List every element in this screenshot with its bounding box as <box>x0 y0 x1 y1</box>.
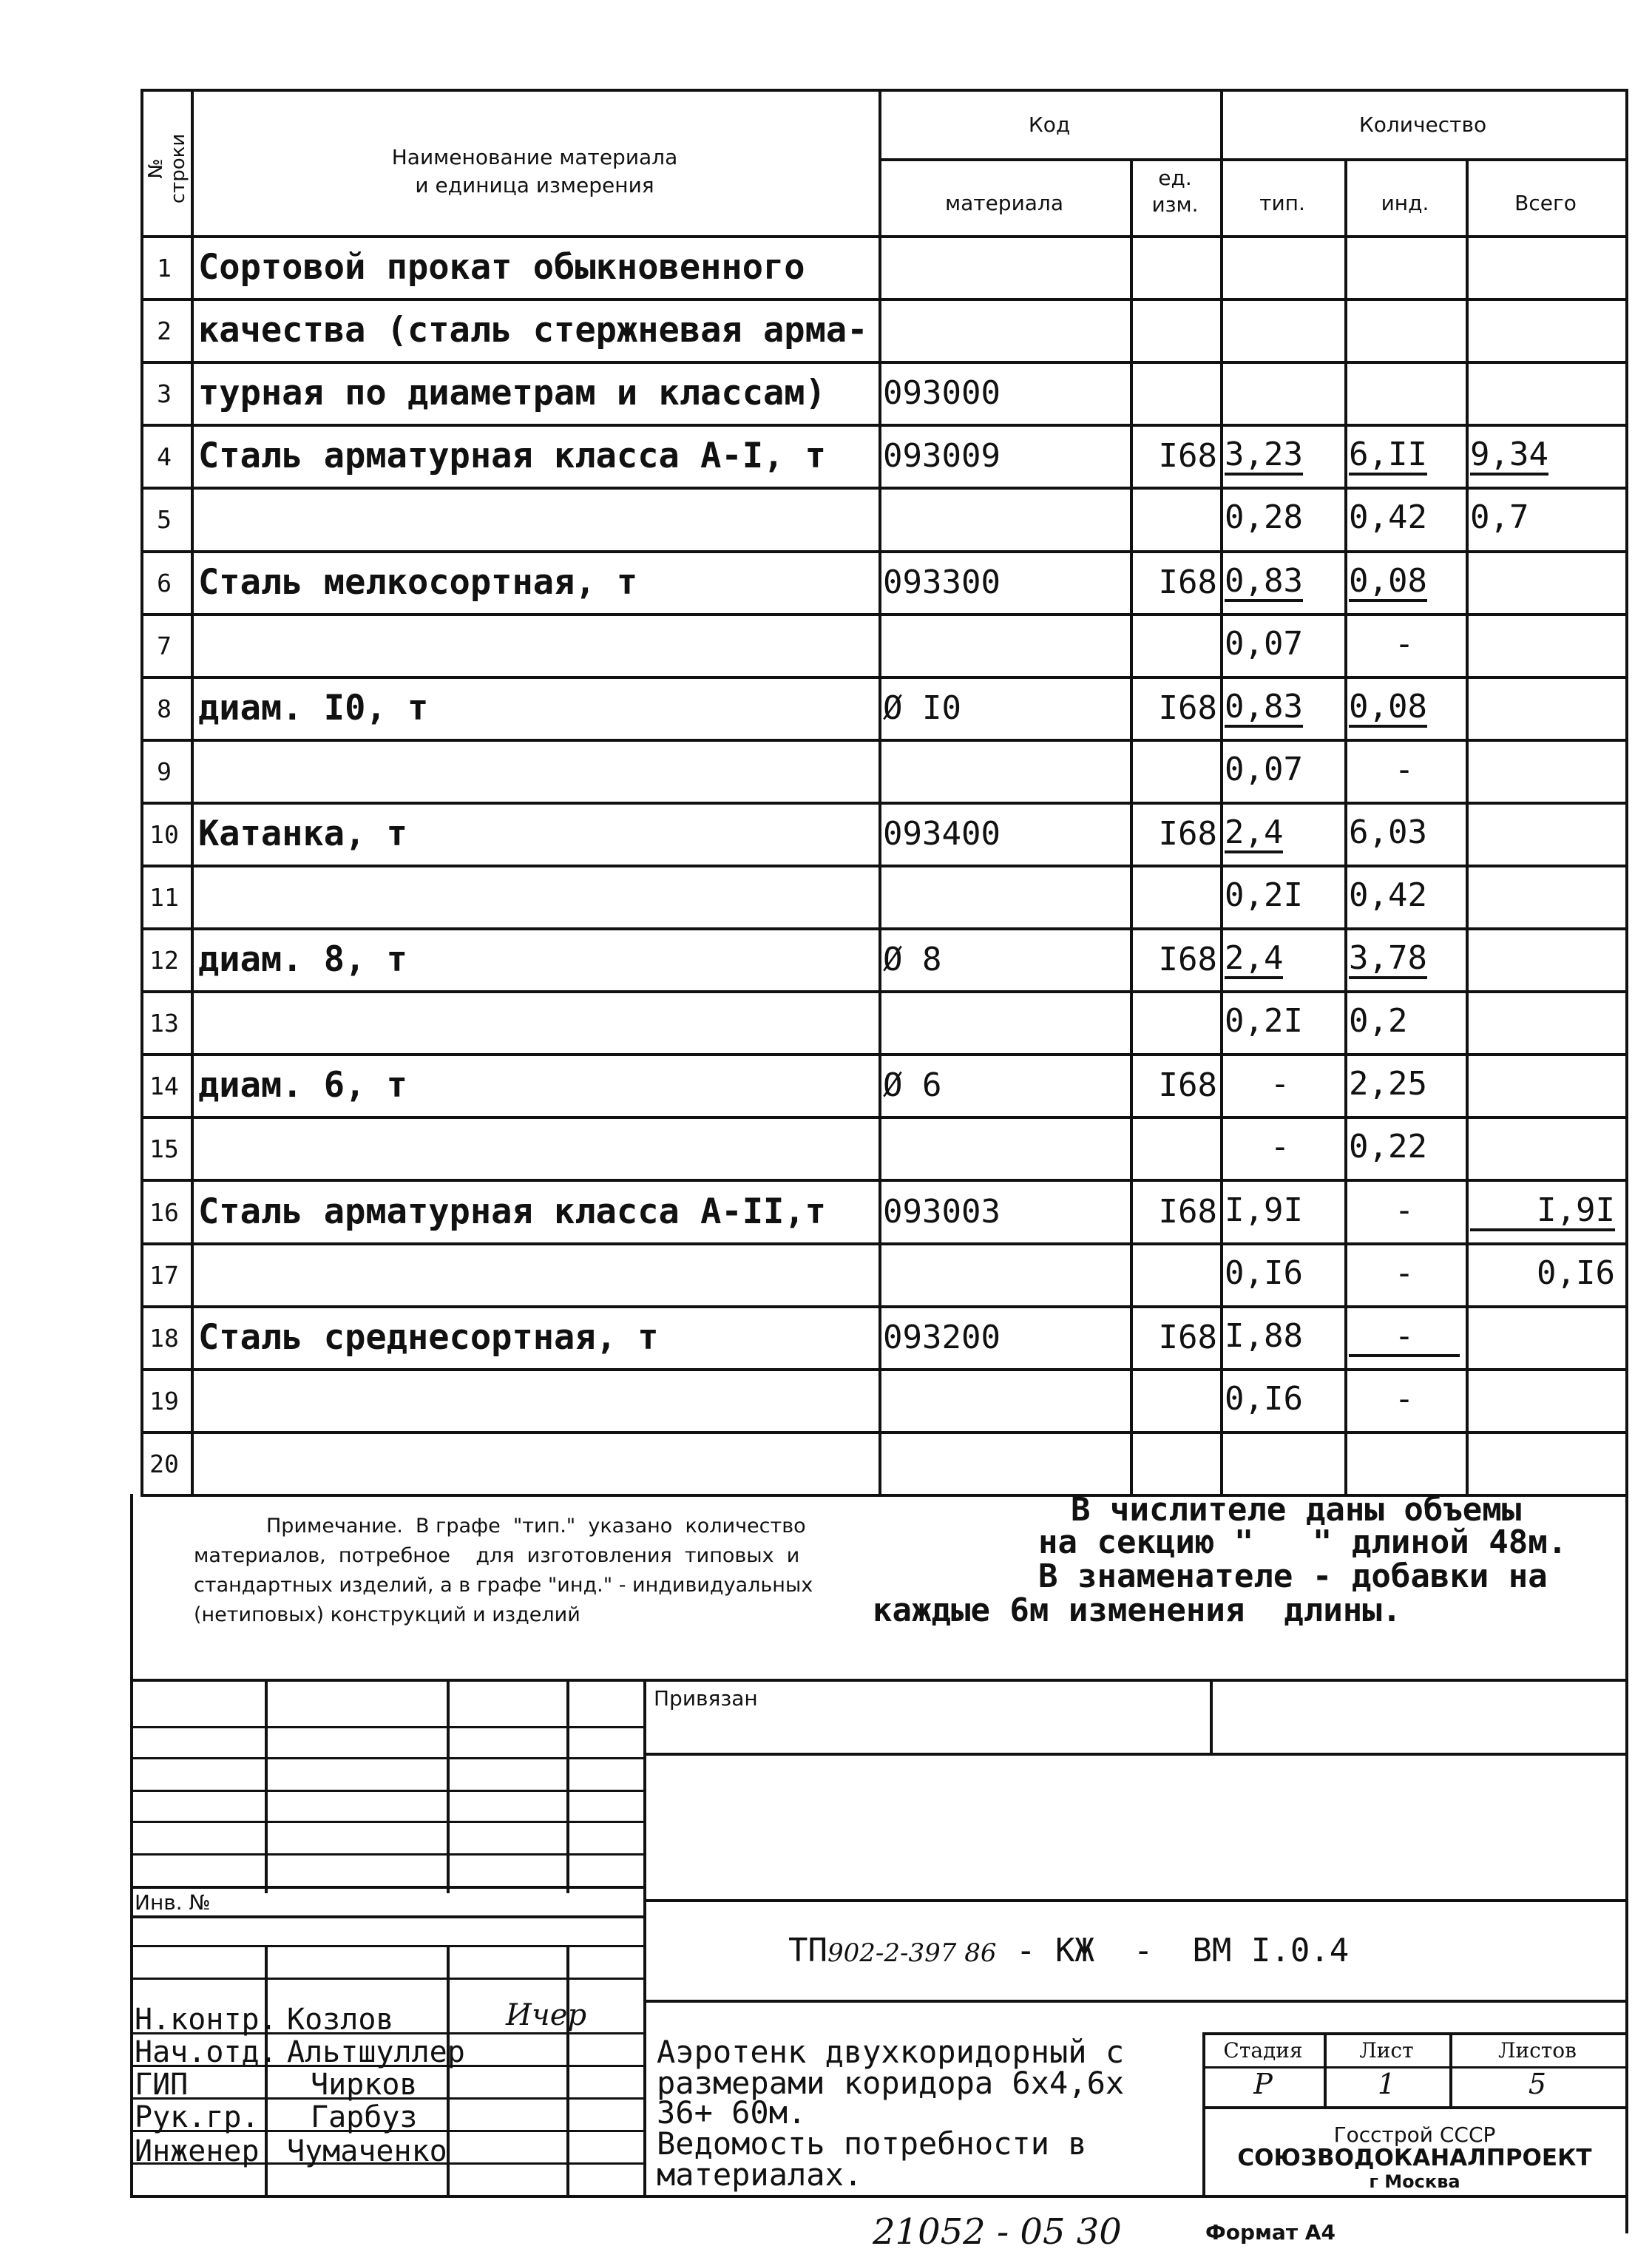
cell-ind: 6,03 <box>1349 813 1427 851</box>
cell-n: 2 <box>157 317 172 345</box>
cell-typ: 0,2I <box>1225 1002 1303 1040</box>
note-typed-line1: В числителе даны объемы <box>1071 1491 1522 1529</box>
header-total: Всего <box>1514 191 1577 215</box>
header-unit-line1: ед. <box>1158 166 1192 190</box>
cell-code: 093400 <box>883 815 1001 853</box>
stamp-bound-label: Привязан <box>654 1686 758 1711</box>
stamp-line-a4 <box>130 1821 643 1823</box>
stamp-sheet-label: Лист <box>1359 2038 1414 2063</box>
cell-total: 0,I6 <box>1537 1254 1615 1292</box>
note-line4: (нетиповых) конструкций и изделий <box>194 1603 580 1626</box>
stamp-title-line4: Ведомость потребности в <box>657 2125 1087 2162</box>
cell-n: 1 <box>157 254 172 283</box>
cell-ind: 0,08 <box>1349 565 1427 602</box>
cell-n: 7 <box>157 632 172 660</box>
cell-typ: 0,83 <box>1225 565 1303 602</box>
stamp-chief-handwritten: Ичер <box>506 1998 587 2032</box>
stamp-sheet-value: 1 <box>1377 2068 1396 2100</box>
cell-n: 13 <box>149 1009 179 1038</box>
stamp-inventory-label: Инв. № <box>135 1890 211 1915</box>
stamp-code-suffix: - КЖ - ВМ I.0.4 <box>996 1932 1350 1969</box>
cell-unit: I68 <box>1158 1319 1217 1356</box>
stamp-bottom-border <box>130 2195 1627 2198</box>
stamp-title-line3: 36+ 60м. <box>657 2094 807 2131</box>
cell-n: 11 <box>149 883 179 912</box>
table-right-border <box>1625 89 1628 2233</box>
stamp-divider-col3b <box>566 1945 569 2195</box>
cell-name: качества (сталь стержневая арма- <box>198 310 868 351</box>
cell-ind: 2,25 <box>1349 1065 1427 1103</box>
cell-unit: I68 <box>1158 815 1217 853</box>
row-divider <box>141 424 1627 427</box>
cell-ind: 3,78 <box>1349 942 1427 979</box>
cell-total: 0,7 <box>1470 498 1529 536</box>
cell-n: 12 <box>149 946 179 975</box>
signer-name: Альтшуллер <box>287 2035 465 2069</box>
cell-ind: - <box>1394 1254 1415 1292</box>
row-divider <box>141 1242 1627 1245</box>
signer-name: Чирков <box>311 2068 418 2102</box>
row-divider <box>141 1368 1627 1371</box>
stamp-divider-main <box>643 1679 646 2195</box>
signer-role: Нач.отд. <box>135 2035 277 2069</box>
note-typed-line4: каждые 6м изменения длины. <box>873 1591 1402 1629</box>
cell-n: 5 <box>157 505 172 534</box>
row-divider <box>141 361 1627 364</box>
stamp-line-stage-top <box>1202 2032 1627 2035</box>
stamp-divider-col1b <box>265 1945 268 2195</box>
table-top-border <box>141 89 1627 92</box>
row-divider <box>141 739 1627 742</box>
signer-name: Чумаченко <box>287 2134 447 2168</box>
cell-name: Сталь арматурная класса А-I, т <box>198 436 826 476</box>
cell-ind: - <box>1349 1320 1460 1357</box>
cell-typ: - <box>1270 1065 1290 1103</box>
cell-unit: I68 <box>1158 437 1217 475</box>
row-divider <box>141 1431 1627 1434</box>
stamp-line-inv-top <box>130 1886 643 1889</box>
cell-unit: I68 <box>1158 1066 1217 1104</box>
cell-ind: 6,II <box>1349 439 1427 476</box>
cell-n: 15 <box>149 1134 179 1163</box>
stamp-line-a1 <box>130 1726 643 1728</box>
cell-ind: - <box>1394 1380 1415 1418</box>
stamp-line-a3 <box>130 1790 643 1792</box>
cell-n: 8 <box>157 694 172 723</box>
stamp-line-bound-bottom <box>643 1753 1627 1756</box>
cell-n: 19 <box>149 1387 179 1415</box>
header-row-number: № строки <box>145 133 189 204</box>
header-quantity: Количество <box>1358 112 1487 137</box>
cell-total: 9,34 <box>1470 439 1548 476</box>
stamp-stage-label: Стадия <box>1223 2038 1303 2063</box>
cell-code: 093200 <box>883 1319 1001 1356</box>
stamp-line-code-bottom <box>643 2000 1627 2003</box>
cell-ind: 0,42 <box>1349 498 1427 536</box>
stamp-title-line2: размерами коридора 6х4,6х <box>657 2065 1125 2101</box>
row-divider <box>141 676 1627 679</box>
cell-typ: 0,28 <box>1225 498 1303 536</box>
row-divider <box>141 802 1627 805</box>
row-divider <box>141 613 1627 616</box>
cell-ind: - <box>1394 625 1415 663</box>
stamp-org-line1: Госстрой СССР <box>1333 2122 1496 2147</box>
stamp-stage-value: Р <box>1253 2068 1273 2100</box>
cell-ind: - <box>1394 1191 1415 1229</box>
cell-name: диам. 8, т <box>198 939 407 980</box>
header-bottom-line <box>141 235 1627 238</box>
footer-archive-number: 21052 - 05 30 <box>873 2211 1122 2253</box>
cell-n: 18 <box>149 1324 179 1353</box>
cell-name: Катанка, т <box>198 813 407 854</box>
header-unit-line2: изм. <box>1151 192 1199 217</box>
signer-name: Гарбуз <box>311 2100 418 2134</box>
signer-role: ГИП <box>135 2068 189 2102</box>
cell-name: Сортовой прокат обыкновенного <box>198 247 805 288</box>
cell-typ: 2,4 <box>1225 942 1283 979</box>
header-ind: инд. <box>1381 191 1429 215</box>
stamp-left-border <box>130 1679 133 2196</box>
signer-role: Инженер <box>135 2134 260 2168</box>
stamp-code-handwritten: 902-2-397 86 <box>827 1938 997 1968</box>
cell-typ: 0,83 <box>1225 691 1303 728</box>
stamp-org-line2: СОЮЗВОДОКАНАЛПРОЕКТ <box>1237 2145 1592 2171</box>
cell-typ: 3,23 <box>1225 439 1303 476</box>
row-divider <box>141 1179 1627 1182</box>
row-divider <box>141 550 1627 553</box>
stamp-line-code-top <box>643 1899 1627 1902</box>
cell-n: 14 <box>149 1072 179 1100</box>
cell-n: 17 <box>149 1261 179 1290</box>
note-typed-line2: на секцию " " длиной 48м. <box>1038 1523 1568 1561</box>
cell-typ: 2,4 <box>1225 816 1283 853</box>
cell-code: 093009 <box>883 437 1001 475</box>
stamp-line-stage-bottom <box>1202 2106 1627 2109</box>
cell-n: 20 <box>149 1450 179 1478</box>
cell-ind: 0,42 <box>1349 876 1427 914</box>
cell-code: 093000 <box>883 374 1001 412</box>
stamp-line-inv-bottom <box>130 1915 643 1918</box>
cell-total: I,9I <box>1470 1194 1615 1231</box>
stamp-line-a5 <box>130 1853 643 1856</box>
cell-code: 093003 <box>883 1193 1001 1231</box>
cell-name: Сталь мелкосортная, т <box>198 562 638 603</box>
footer-format: Формат А4 <box>1205 2220 1336 2245</box>
cell-n: 4 <box>157 442 172 471</box>
cell-ind: 0,22 <box>1349 1128 1427 1166</box>
stamp-title-line5: материалах. <box>657 2157 863 2193</box>
stamp-divider-bound <box>1210 1679 1213 1753</box>
cell-ind: - <box>1394 751 1415 788</box>
header-name-line2: и единица измерения <box>415 173 654 197</box>
row-divider <box>141 1053 1627 1056</box>
cell-typ: 0,I6 <box>1225 1254 1303 1292</box>
stamp-sheets-label: Листов <box>1498 2038 1577 2063</box>
stamp-sheets-value: 5 <box>1528 2068 1547 2100</box>
cell-typ: 0,I6 <box>1225 1380 1303 1418</box>
cell-name: диам. 6, т <box>198 1065 407 1106</box>
row-divider <box>141 865 1627 867</box>
stamp-divider-col2 <box>447 1679 450 1893</box>
cell-typ: I,9I <box>1225 1191 1303 1229</box>
header-code: Код <box>1028 112 1071 137</box>
stamp-document-code <box>788 1932 1349 1969</box>
note-bottom-line <box>130 1679 1627 1682</box>
cell-unit: I68 <box>1158 689 1217 727</box>
stamp-title-line1: Аэротенк двухкоридорный с <box>657 2034 1125 2070</box>
cell-code: Ø I0 <box>883 689 961 727</box>
cell-name: Сталь арматурная класса А-II,т <box>198 1191 826 1232</box>
cell-unit: I68 <box>1158 941 1217 978</box>
header-material: материала <box>944 191 1063 215</box>
row-divider <box>141 990 1627 993</box>
cell-unit: I68 <box>1158 564 1217 601</box>
note-typed-line3: В знаменателе - добавки на <box>1038 1557 1548 1595</box>
cell-n: 10 <box>149 820 179 849</box>
cell-typ: 0,07 <box>1225 625 1303 663</box>
stamp-line-a2 <box>130 1757 643 1759</box>
signer-role: Н.контр. <box>135 2003 277 2037</box>
cell-name: Сталь среднесортная, т <box>198 1317 659 1358</box>
note-line3: стандартных изделий, а в графе "инд." - индивидуальных <box>194 1574 813 1597</box>
row-divider <box>141 1305 1627 1308</box>
row-divider <box>141 487 1627 490</box>
cell-name: турная по диаметрам и классам) <box>198 373 826 413</box>
stamp-divider-col3 <box>566 1679 569 1893</box>
row-divider <box>141 1116 1627 1119</box>
cell-ind: 0,2 <box>1349 1002 1408 1040</box>
cell-ind: 0,08 <box>1349 691 1427 728</box>
cell-typ: I,88 <box>1225 1317 1303 1355</box>
stamp-code-prefix: ТП <box>788 1932 827 1969</box>
stamp-divider-col1 <box>265 1679 268 1893</box>
cell-code: 093300 <box>883 564 1001 601</box>
cell-n: 6 <box>157 569 172 598</box>
stamp-line-a7 <box>130 1978 643 1980</box>
header-mid-line <box>879 158 1625 161</box>
note-line1: Примечание. В графе "тип." указано количество <box>266 1515 806 1538</box>
col-divider-ind <box>1466 158 1469 1494</box>
cell-code: Ø 6 <box>883 1066 942 1104</box>
cell-typ: 0,07 <box>1225 751 1303 788</box>
stamp-org-line3: г Москва <box>1369 2171 1460 2192</box>
cell-name: диам. I0, т <box>198 688 429 728</box>
cell-unit: I68 <box>1158 1193 1217 1231</box>
cell-code: Ø 8 <box>883 941 942 978</box>
row-divider <box>141 927 1627 930</box>
header-typ: тип. <box>1259 191 1305 215</box>
signer-role: Рук.гр. <box>135 2100 260 2134</box>
signer-name: Козлов <box>287 2003 394 2037</box>
stamp-line-a6 <box>130 1945 643 1947</box>
cell-typ: 0,2I <box>1225 876 1303 914</box>
row-divider <box>141 298 1627 301</box>
col-divider-typ <box>1344 158 1347 1494</box>
header-name-line1: Наименование материала <box>391 145 678 169</box>
note-line2: материалов, потребное для изготовления типовых и <box>194 1544 800 1567</box>
cell-n: 9 <box>157 757 172 786</box>
cell-n: 16 <box>149 1198 179 1227</box>
cell-n: 3 <box>157 379 172 408</box>
cell-typ: - <box>1270 1128 1290 1166</box>
